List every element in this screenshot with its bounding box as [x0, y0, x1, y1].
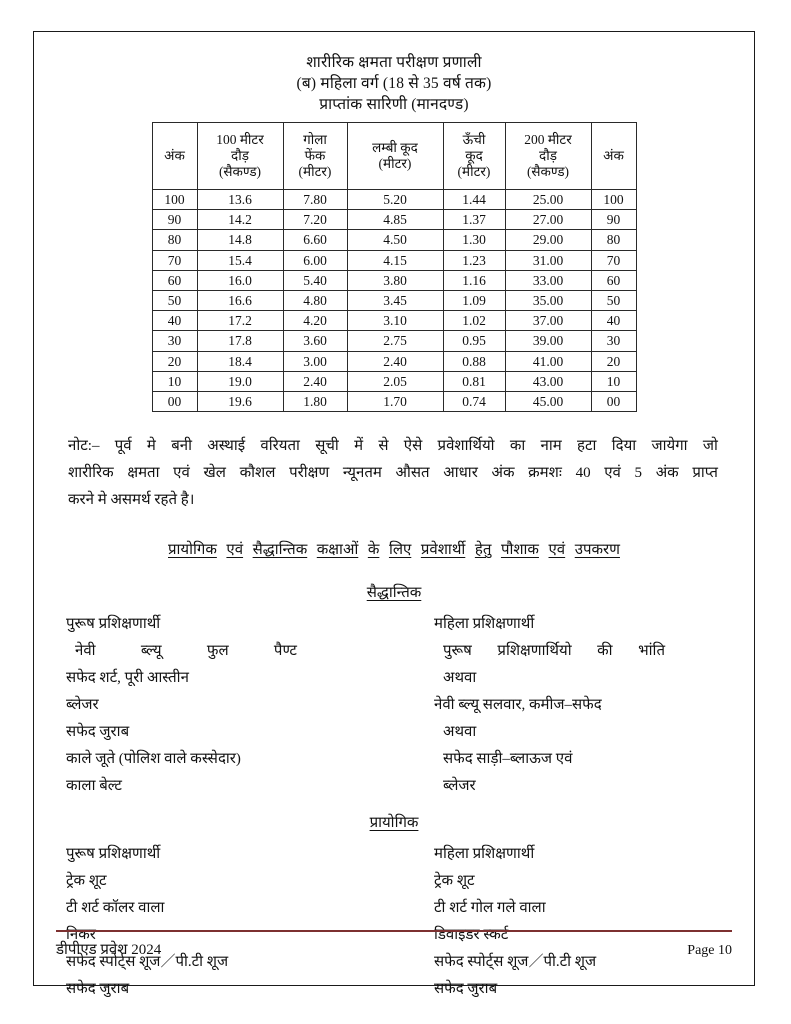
list-item: काले जूते (पोलिश वाले कस्सेदार) — [66, 751, 241, 768]
score-table-cell: 6.00 — [283, 250, 347, 270]
heading-word: कक्षाओं — [316, 542, 359, 559]
score-table-cell: 7.80 — [283, 190, 347, 210]
score-table-cell: 2.75 — [347, 331, 443, 351]
score-table-cell: 16.6 — [197, 291, 283, 311]
score-table-cell: 15.4 — [197, 250, 283, 270]
heading-word: लिए — [388, 542, 412, 559]
note-word: खेल — [203, 465, 226, 482]
score-table-cell: 80 — [591, 230, 636, 250]
note-word: अस्थाई — [207, 438, 246, 455]
note-word: कौशल — [239, 465, 276, 482]
note-word: एवं — [173, 465, 190, 482]
attire-section-heading-text — [168, 539, 620, 561]
score-table-cell: 17.8 — [197, 331, 283, 351]
score-table-head — [152, 123, 636, 190]
score-table-cell: 00 — [152, 392, 197, 412]
practical-columns — [56, 841, 732, 1003]
note-word: ऐसे — [403, 438, 423, 455]
note-word: नोट:– — [68, 438, 100, 455]
score-table-body — [152, 190, 636, 412]
table-row — [152, 270, 636, 290]
heading-word: सैद्धान्तिक — [252, 542, 308, 559]
note-word: से — [378, 438, 389, 455]
score-table-cell: 19.0 — [197, 371, 283, 391]
score-table-cell: 10 — [152, 371, 197, 391]
score-table-cell: 4.15 — [347, 250, 443, 270]
note-word: आधार — [443, 465, 478, 482]
score-table-cell: 0.95 — [443, 331, 505, 351]
score-table-cell: 4.50 — [347, 230, 443, 250]
note-word: मे — [146, 438, 156, 455]
practical-male-column — [56, 841, 428, 1003]
score-table-cell: 50 — [591, 291, 636, 311]
list-item: अथवा — [443, 670, 477, 687]
score-table-cell: 31.00 — [505, 250, 591, 270]
score-table-cell: 1.16 — [443, 270, 505, 290]
score-table-cell: 33.00 — [505, 270, 591, 290]
list-item: सफेद जुराब — [434, 981, 498, 998]
list-item: ट्रेक शूट — [434, 873, 475, 890]
header-cell-line: दौड़ — [231, 148, 249, 163]
score-table-cell: 0.81 — [443, 371, 505, 391]
header-cell-line: लम्बी कूद — [372, 140, 418, 155]
score-table-cell: 25.00 — [505, 190, 591, 210]
note-word: वरियता — [260, 438, 300, 455]
score-table-cell: 3.80 — [347, 270, 443, 290]
list-item — [434, 638, 665, 665]
list-item: सफेद जुराब — [66, 981, 130, 998]
score-table-cell: 39.00 — [505, 331, 591, 351]
note-word: प्राप्त — [692, 465, 718, 482]
list-item — [66, 638, 297, 665]
score-table-cell: 3.60 — [283, 331, 347, 351]
score-table-cell: 1.44 — [443, 190, 505, 210]
score-table-cell: 3.00 — [283, 351, 347, 371]
note-line-1 — [68, 433, 718, 460]
heading-word: उपकरण — [574, 542, 620, 559]
score-table-cell: 60 — [591, 270, 636, 290]
list-item: सफेद स्पोर्ट्स शूज／पी.टी शूज — [434, 954, 597, 971]
note-line-2 — [68, 460, 718, 487]
table-row — [152, 351, 636, 371]
document-title-block — [56, 52, 732, 115]
table-row — [152, 331, 636, 351]
attire-word: भांति — [638, 643, 665, 660]
note-word: शारीरिक — [68, 465, 114, 482]
score-table-cell: 41.00 — [505, 351, 591, 371]
score-table-cell: 1.37 — [443, 210, 505, 230]
score-table-cell: 7.20 — [283, 210, 347, 230]
page-content — [34, 32, 754, 998]
header-cell-line: (मीटर) — [298, 164, 332, 179]
theory-male-column — [56, 611, 428, 800]
attire-word: नेवी — [75, 643, 96, 660]
table-row — [152, 210, 636, 230]
theory-subsection-heading — [56, 583, 732, 604]
table-row — [152, 291, 636, 311]
table-row — [152, 250, 636, 270]
list-item: पुरूष प्रशिक्षणार्थी — [66, 846, 161, 863]
score-table-header-cell — [347, 123, 443, 190]
note-word: क्रमशः — [528, 465, 562, 482]
footer-row — [56, 939, 732, 959]
list-item: अथवा — [443, 724, 477, 741]
heading-word: हेतु — [474, 542, 492, 559]
table-row — [152, 371, 636, 391]
score-table — [152, 122, 637, 412]
score-table-cell: 2.05 — [347, 371, 443, 391]
list-item: महिला प्रशिक्षणार्थी — [434, 616, 535, 633]
score-table-cell: 0.88 — [443, 351, 505, 371]
score-table-cell: 37.00 — [505, 311, 591, 331]
practical-heading-text: प्रायोगिक — [369, 815, 419, 832]
score-table-cell: 2.40 — [283, 371, 347, 391]
header-cell-line: गोला — [303, 132, 327, 147]
score-table-cell: 13.6 — [197, 190, 283, 210]
score-table-header-cell — [283, 123, 347, 190]
score-table-cell: 70 — [591, 250, 636, 270]
note-word: अंक — [491, 465, 515, 482]
list-item: सफेद जुराब — [66, 724, 130, 741]
page-footer — [56, 930, 732, 959]
note-word: सूची — [315, 438, 339, 455]
list-item: डिवाइडर स्कर्ट — [434, 927, 509, 944]
list-item: ट्रेक शूट — [66, 873, 107, 890]
header-cell-line: अंक — [164, 148, 185, 163]
table-row — [152, 190, 636, 210]
header-cell-line: (सैकण्ड) — [218, 164, 262, 179]
score-table-cell: 1.09 — [443, 291, 505, 311]
attire-word: ब्ल्यू — [140, 643, 162, 660]
list-item: महिला प्रशिक्षणार्थी — [434, 846, 535, 863]
header-cell-line: दौड़ — [539, 148, 557, 163]
score-table-cell: 10 — [591, 371, 636, 391]
list-item: निकर — [66, 927, 96, 944]
score-table-cell: 29.00 — [505, 230, 591, 250]
heading-word: एवं — [226, 542, 244, 559]
note-word: 40 — [575, 465, 591, 482]
footer-page-number: Page 10 — [687, 943, 732, 958]
list-item: पुरूष प्रशिक्षणार्थी — [66, 616, 161, 633]
score-table-cell: 100 — [591, 190, 636, 210]
score-table-cell: 90 — [152, 210, 197, 230]
score-table-cell: 5.40 — [283, 270, 347, 290]
header-cell-line: 200 मीटर — [524, 132, 572, 147]
score-table-cell: 14.2 — [197, 210, 283, 230]
score-table-cell: 40 — [152, 311, 197, 331]
attire-word: पुरूष — [443, 643, 472, 660]
score-table-wrapper — [56, 122, 732, 412]
score-table-cell: 4.20 — [283, 311, 347, 331]
score-table-cell: 19.6 — [197, 392, 283, 412]
note-word: औसत — [395, 465, 430, 482]
score-table-cell: 30 — [591, 331, 636, 351]
score-table-header-cell — [443, 123, 505, 190]
theory-heading-text: सैद्धान्तिक — [366, 585, 422, 602]
score-table-cell: 90 — [591, 210, 636, 230]
note-word: परीक्षण — [289, 465, 330, 482]
score-table-cell: 1.23 — [443, 250, 505, 270]
header-cell-line: (मीटर) — [457, 164, 491, 179]
note-word: में — [354, 438, 364, 455]
note-word: जायेगा — [651, 438, 688, 455]
score-table-cell: 30 — [152, 331, 197, 351]
list-item: टी शर्ट गोल गले वाला — [434, 900, 546, 917]
score-table-cell: 14.8 — [197, 230, 283, 250]
title-line-1: शारीरिक क्षमता परीक्षण प्रणाली — [306, 54, 482, 71]
heading-word: प्रायोगिक — [168, 542, 217, 559]
score-table-cell: 70 — [152, 250, 197, 270]
score-table-cell: 45.00 — [505, 392, 591, 412]
table-row — [152, 311, 636, 331]
header-cell-line: 100 मीटर — [216, 132, 264, 147]
title-line-2: (ब) महिला वर्ग (18 से 35 वर्ष तक) — [296, 75, 492, 92]
score-table-cell: 18.4 — [197, 351, 283, 371]
list-item: नेवी ब्ल्यू सलवार, कमीज–सफेद — [434, 697, 602, 714]
list-item: ब्लेजर — [443, 778, 476, 795]
title-line-3: प्राप्तांक सारिणी (मानदण्ड) — [319, 96, 469, 113]
score-table-header-row — [152, 123, 636, 190]
list-item: टी शर्ट कॉलर वाला — [66, 900, 165, 917]
note-word: एवं — [604, 465, 621, 482]
table-row — [152, 392, 636, 412]
header-cell-line: (मीटर) — [378, 156, 412, 171]
heading-word: के — [367, 542, 380, 559]
score-table-cell: 35.00 — [505, 291, 591, 311]
list-item: सफेद शर्ट, पूरी आस्तीन — [66, 670, 189, 687]
note-word: 5 — [634, 465, 643, 482]
attire-section-heading — [56, 539, 732, 561]
score-table-cell: 20 — [591, 351, 636, 371]
score-table-header-cell — [591, 123, 636, 190]
note-word: पूर्व — [114, 438, 132, 455]
theory-columns — [56, 611, 732, 800]
score-table-cell: 0.74 — [443, 392, 505, 412]
score-table-cell: 27.00 — [505, 210, 591, 230]
score-table-cell: 1.30 — [443, 230, 505, 250]
attire-word: पैण्ट — [273, 643, 297, 660]
practical-female-column — [428, 841, 732, 1003]
heading-word: प्रवेशार्थी — [420, 542, 466, 559]
score-table-cell: 1.70 — [347, 392, 443, 412]
note-word: हटा — [577, 438, 597, 455]
score-table-header-cell — [152, 123, 197, 190]
score-table-cell: 40 — [591, 311, 636, 331]
header-cell-line: (सैकण्ड) — [526, 164, 570, 179]
score-table-cell: 80 — [152, 230, 197, 250]
list-item: सफेद स्पोर्ट्स शूज／पी.टी शूज — [66, 954, 229, 971]
theory-female-column — [428, 611, 732, 800]
score-table-cell: 16.0 — [197, 270, 283, 290]
attire-word: की — [597, 643, 613, 660]
note-word: नाम — [540, 438, 562, 455]
list-item: सफेद साड़ी–ब्लाऊज एवं — [443, 751, 573, 768]
score-table-cell: 20 — [152, 351, 197, 371]
score-table-cell: 17.2 — [197, 311, 283, 331]
score-table-header-cell — [197, 123, 283, 190]
note-word: अंक — [655, 465, 679, 482]
note-word: जो — [702, 438, 718, 455]
note-word: न्यूनतम — [342, 465, 382, 482]
note-word: बनी — [171, 438, 192, 455]
attire-word: फुल — [206, 643, 229, 660]
score-table-cell: 1.80 — [283, 392, 347, 412]
score-table-cell: 60 — [152, 270, 197, 290]
note-word: दिया — [611, 438, 637, 455]
list-item: काला बेल्ट — [66, 778, 122, 795]
header-cell-line: फेंक — [304, 148, 326, 163]
score-table-cell: 4.80 — [283, 291, 347, 311]
score-table-cell: 2.40 — [347, 351, 443, 371]
header-cell-line: ऊँची — [462, 132, 486, 147]
score-table-cell: 4.85 — [347, 210, 443, 230]
header-cell-line: अंक — [603, 148, 624, 163]
header-cell-line: कूद — [465, 148, 483, 163]
footer-document-label: डीपीएड प्रवेश 2024 — [56, 942, 162, 958]
score-table-cell: 1.02 — [443, 311, 505, 331]
note-word: प्रवेशार्थियो — [437, 438, 495, 455]
score-table-cell: 3.10 — [347, 311, 443, 331]
note-line-3: करने मे असमर्थ रहते है। — [68, 492, 195, 509]
score-table-cell: 3.45 — [347, 291, 443, 311]
table-row — [152, 230, 636, 250]
heading-word: एवं — [548, 542, 566, 559]
note-word: का — [509, 438, 526, 455]
attire-word: प्रशिक्षणार्थियो — [497, 643, 572, 660]
note-paragraph — [68, 433, 718, 514]
score-table-cell: 5.20 — [347, 190, 443, 210]
score-table-header-cell — [505, 123, 591, 190]
heading-word: पौशाक — [500, 542, 539, 559]
page-frame — [33, 31, 755, 998]
score-table-cell: 100 — [152, 190, 197, 210]
note-word: क्षमता — [127, 465, 160, 482]
practical-subsection-heading — [56, 813, 732, 834]
score-table-cell: 6.60 — [283, 230, 347, 250]
score-table-cell: 50 — [152, 291, 197, 311]
list-item: ब्लेजर — [66, 697, 99, 714]
score-table-cell: 00 — [591, 392, 636, 412]
footer-divider — [56, 930, 732, 932]
score-table-cell: 43.00 — [505, 371, 591, 391]
